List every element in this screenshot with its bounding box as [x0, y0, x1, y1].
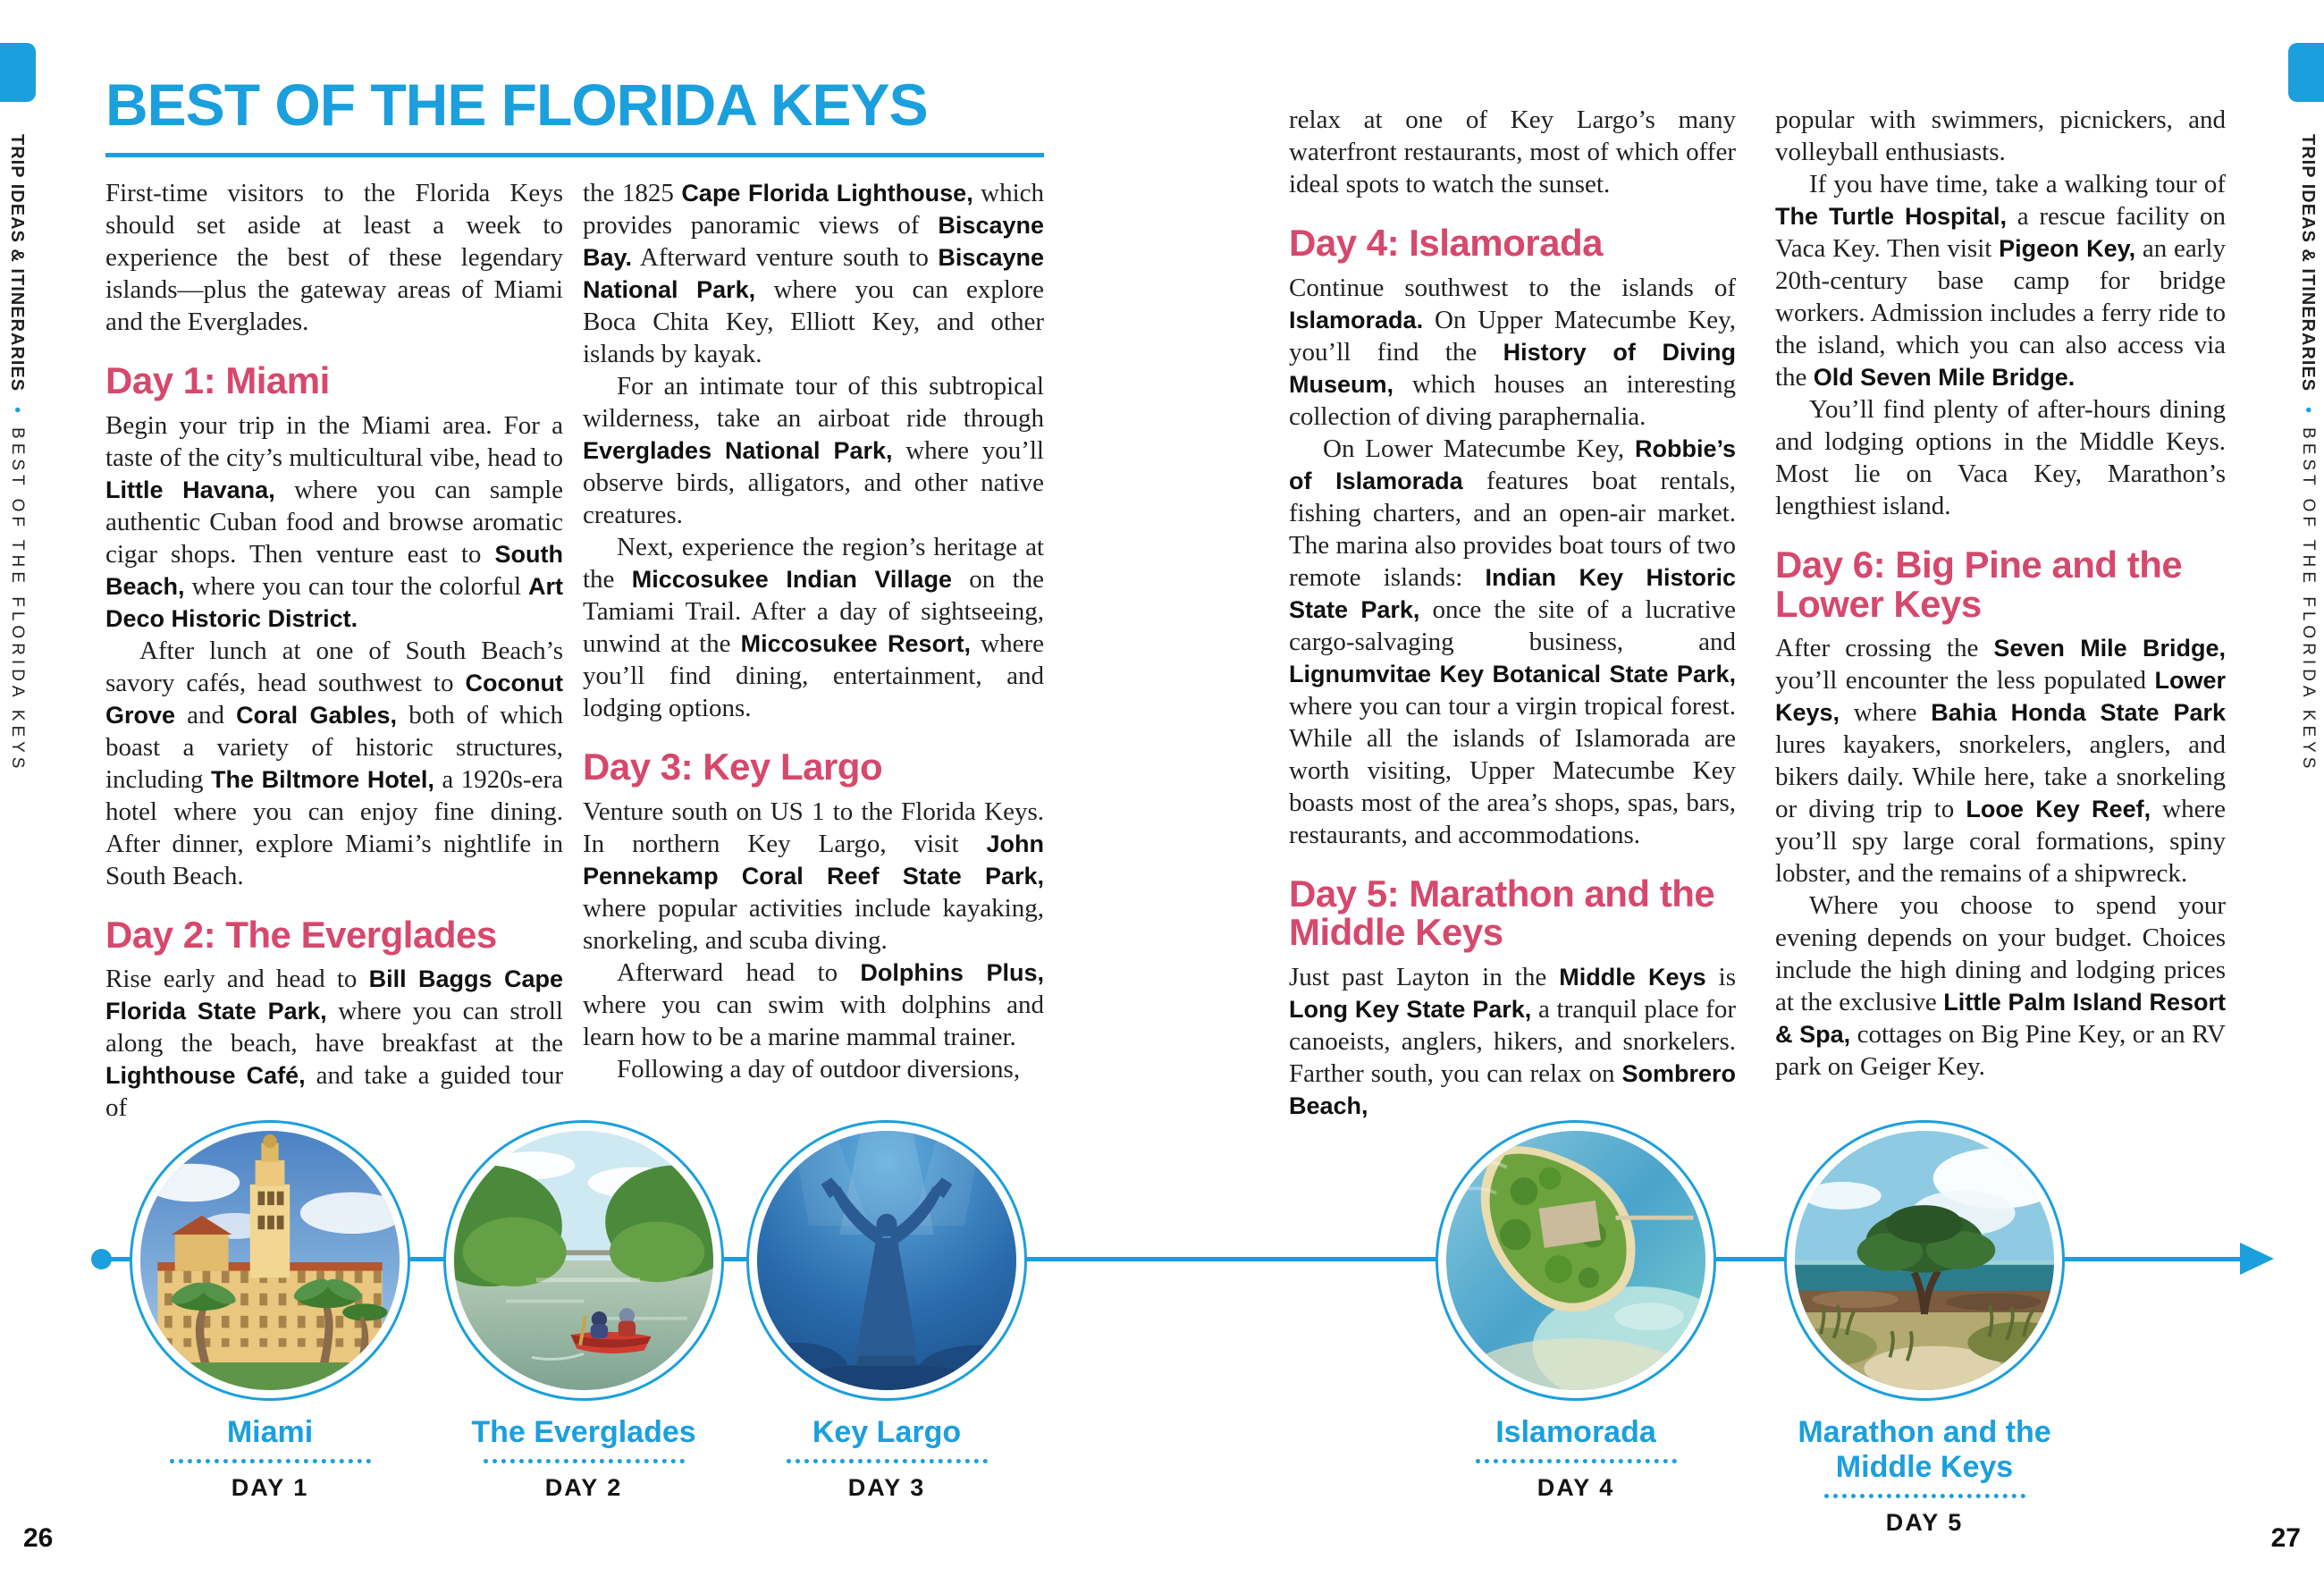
body-paragraph: Where you choose to spend your evening depends on your budget. Choices include the high dining and lodging prices at the exclusive Little Palm Island Resort & Spa, cottages on Big Pine Key, or an RV park on Geiger Key.: [1775, 891, 2227, 1082]
article-column-3: [1289, 104, 1736, 1122]
christ-of-the-abyss-photo: [757, 1131, 1016, 1390]
stop-day-label: DAY 1: [231, 1474, 309, 1502]
body-paragraph: Afterward head to Dolphins Plus, where you can swim with dolphins and learn how to be a marine mammal trainer.: [583, 957, 1044, 1051]
body-paragraph: the 1825 Cape Florida Lighthouse, which provides panoramic views of Biscayne Bay. Afterward venture south to Biscayne National Park, where you can explore Boca Chita Key, Elliott Key, and other islands by kayak.: [583, 179, 1045, 368]
strap-section-label: TRIP IDEAS & ITINERARIES: [2298, 134, 2318, 392]
timeline-stop-islamorada: [1415, 1120, 1737, 1502]
islamorada-aerial-illustration: [1446, 1131, 1705, 1390]
stop-name: Miami: [226, 1415, 314, 1449]
dotted-leader: [170, 1459, 371, 1463]
day-heading: Day 4: Islamorada: [1289, 222, 1604, 264]
body-paragraph: On Lower Matecumbe Key, Robbie’s of Islamorada features boat rentals, fishing charters, and an open-air market. The marina also provides boat tours of two remote islands: Indian Key Historic State Park, once the site of a lucrative cargo-salvaging business, and Lignumvitae Key Botanical State Park, where you can tour a virgin tropical forest. While all the islands of Islamorada are worth visiting, Upper Matecumbe Key boasts most of the area’s shops, spas, bars, restaurants, and accommodations.: [1289, 434, 1736, 849]
stop-day-label: DAY 3: [847, 1474, 926, 1502]
stop-circle: [1784, 1120, 2065, 1401]
stop-name: Marathon and the Middle Keys: [1798, 1415, 2051, 1485]
right-margin-strap: [2297, 134, 2318, 772]
stop-day-label: DAY 5: [1885, 1509, 1964, 1537]
body-paragraph: You’ll find plenty of after-hours dining and lodging options in the Middle Keys. Most lie on Vaca Key, Marathon’s lengthiest island.: [1775, 395, 2226, 520]
right-page-edge-tab: [2288, 43, 2324, 102]
strap-chapter-label: BEST OF THE FLORIDA KEYS: [2299, 427, 2318, 773]
body-paragraph: After lunch at one of South Beach’s savory cafés, head southwest to Coconut Grove and Coral Gables, both of which boast a variety of historic structures, including The Biltmore Hotel, a 1920s-era hotel where you can enjoy fine dining. After dinner, explore Miami’s nightlife in South Beach.: [105, 636, 563, 890]
left-margin-strap: [6, 134, 27, 772]
timeline-stop-miami: [109, 1120, 431, 1502]
dotted-leader: [787, 1459, 988, 1463]
body-paragraph: relax at one of Key Largo’s many waterfront restaurants, most of which offer ideal spots to watch the sunset.: [1289, 105, 1736, 198]
everglades-canoe-illustration: [454, 1131, 713, 1390]
stop-name: The Everglades: [471, 1415, 696, 1449]
body-paragraph: For an intimate tour of this subtropical wilderness, take an airboat ride through Everglades National Park, where you’ll observe birds, alligators, and other native creatures.: [583, 372, 1044, 529]
article-column-2: [583, 177, 1044, 1085]
body-paragraph: After crossing the Seven Mile Bridge, you’ll encounter the less populated Lower Keys, where Bahia Honda State Park lures kayakers, snorkelers, anglers, and bikers daily. While here, take a snorkeling or diving trip to Looe Key Reef, where you’ll spy large coral formations, spiny lobster, and the remains of a shipwreck.: [1775, 634, 2227, 889]
left-page-number: 26: [23, 1523, 54, 1553]
body-paragraph: Begin your trip in the Miami area. For a taste of the city’s multicultural vibe, head to Little Havana, where you can sample authentic Cuban food and browse aromatic cigar shops. Then venture east to South Beach, where you can tour the colorful Art Deco Historic District.: [105, 410, 563, 632]
article-column-1: [105, 177, 563, 1124]
day-heading: Day 2: The Everglades: [105, 913, 497, 956]
strap-chapter-label: BEST OF THE FLORIDA KEYS: [8, 427, 27, 773]
body-paragraph: Rise early and head to Bill Baggs Cape Florida State Park, where you can stroll along the beach, have breakfast at the Lighthouse Café, and take a guided tour of: [105, 965, 564, 1123]
marathon-beach-tree-illustration: [1795, 1131, 2054, 1390]
timeline-stop-marathon: [1764, 1120, 2085, 1537]
day-heading: Day 3: Key Largo: [583, 746, 883, 788]
day-heading: Day 1: Miami: [105, 359, 330, 401]
body-paragraph: If you have time, take a walking tour of The Turtle Hospital, a rescue facility on Vaca Key. Then visit Pigeon Key, an early 20th-century base camp for bridge workers. Admission includes a ferry ride to the island, which you can also access via the Old Seven Mile Bridge.: [1775, 170, 2227, 392]
stop-circle: [130, 1120, 410, 1401]
strap-dot-icon: •: [7, 406, 27, 413]
right-page-number: 27: [2270, 1523, 2301, 1553]
biltmore-hotel-illustration: [140, 1131, 400, 1390]
dotted-leader: [1824, 1494, 2025, 1498]
body-paragraph: popular with swimmers, picnickers, and volleyball enthusiasts.: [1775, 105, 2226, 166]
island-aerial-photo: [1446, 1131, 1705, 1390]
biltmore-hotel-photo: [140, 1131, 400, 1390]
page-title: BEST OF THE FLORIDA KEYS: [105, 72, 928, 138]
body-paragraph: First-time visitors to the Florida Keys should set aside at least a week to experience the best of these legendary islands—plus the gateway areas of Miami and the Everglades.: [105, 179, 563, 336]
day-heading: Day 5: Marathon and the Middle Keys: [1289, 872, 1715, 954]
stop-name: Islamorada: [1495, 1415, 1656, 1449]
title-underline-rule: [105, 153, 1044, 157]
stop-day-label: DAY 4: [1537, 1474, 1615, 1502]
stop-circle: [746, 1120, 1027, 1401]
beach-tree-photo: [1795, 1131, 2054, 1390]
body-paragraph: Next, experience the region’s heritage at the Miccosukee Indian Village on the Tamiami Trail. After a day of sightseeing, unwind at the Miccosukee Resort, where you’ll find dining, entertainment, and lodging options.: [583, 533, 1044, 722]
christ-of-the-abyss-illustration: [757, 1131, 1016, 1390]
day-heading: Day 6: Big Pine and the Lower Keys: [1775, 544, 2183, 625]
strap-dot-icon: •: [2298, 406, 2318, 413]
timeline-stop-everglades: [423, 1120, 745, 1502]
body-paragraph: Venture south on US 1 to the Florida Keys. In northern Key Largo, visit John Pennekamp Coral Reef State Park, where popular activities include kayaking, snorkeling, and scuba diving.: [583, 797, 1044, 955]
body-paragraph: Just past Layton in the Middle Keys is Long Key State Park, a tranquil place for canoeists, anglers, hikers, and snorkelers. Farther south, you can relax on Sombrero Beach,: [1289, 963, 1737, 1120]
timeline-stop-key-largo: [726, 1120, 1048, 1502]
body-paragraph: Following a day of outdoor diversions,: [617, 1054, 1021, 1083]
timeline-arrow-icon: [2240, 1243, 2274, 1275]
dotted-leader: [1476, 1459, 1677, 1463]
stop-day-label: DAY 2: [544, 1474, 623, 1502]
body-paragraph: Continue southwest to the islands of Islamorada. On Upper Matecumbe Key, you’ll find the History of Diving Museum, which houses an interesting collection of diving paraphernalia.: [1289, 273, 1736, 431]
article-column-4: [1775, 104, 2226, 1083]
left-page-edge-tab: [0, 43, 36, 102]
stop-circle: [443, 1120, 724, 1401]
stop-circle: [1436, 1120, 1716, 1401]
strap-section-label: TRIP IDEAS & ITINERARIES: [7, 134, 27, 392]
dotted-leader: [484, 1459, 685, 1463]
canoe-river-photo: [454, 1131, 713, 1390]
stop-name: Key Largo: [812, 1415, 962, 1449]
